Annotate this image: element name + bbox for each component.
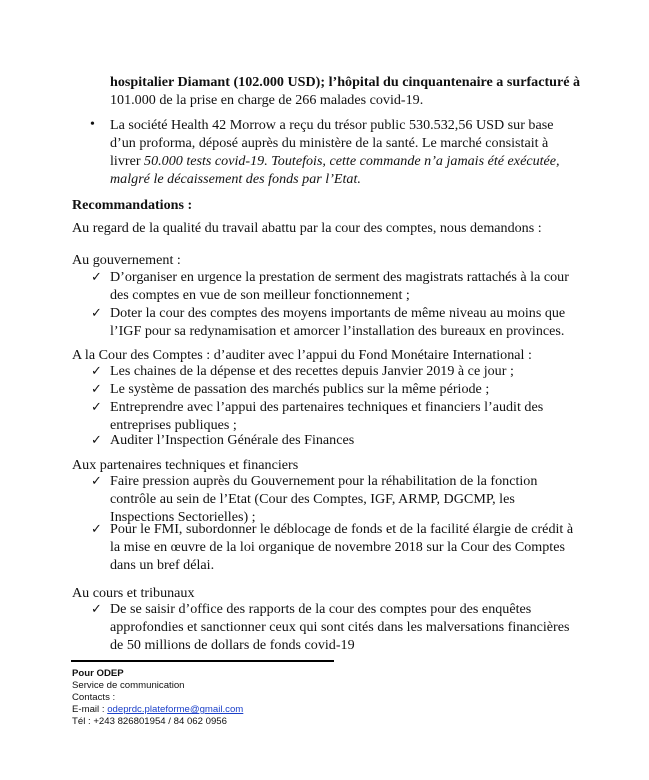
check-icon: ✓ [91,269,102,284]
section-heading-courts-tribunals: Au cours et tribunaux [72,585,195,601]
list-item: D’organiser en urgence la prestation de serment des magistrats rattachés à la cour des comptes en vue de son meilleur fonctionnement ; [110,269,569,303]
list-item: Pour le FMI, subordonner le déblocage de fonds et de la facilité élargie de crédit à la mise en œuvre de la loi organique de novembre 2018 sur la Cour des Comptes dans un bref délai. [110,521,574,573]
paragraph-line [110,91,584,109]
section-heading-recommendations: Recommandations : [72,197,193,213]
text-line: d’un proforma, déposé auprès du ministère de la santé. Le marché consistait à [110,135,549,151]
footer-email-line [72,704,243,716]
list-item: Faire pression auprès du Gouvernement pour la réhabilitation de la fonction contrôle au sein de l’Etat (Cour des Comptes, IGF, ARMP, DGCMP, les Inspections Sectorielles) ; [110,473,538,525]
list-item: De se saisir d’office des rapports de la cour des comptes pour des enquêtes approfondies et sanctionner ceux qui sont cités dans les malversations financières de 50 millions de dollars de fonds covid-19 [110,601,570,653]
check-icon: ✓ [91,473,102,488]
list-item: Auditer l’Inspection Générale des Finances [110,432,355,448]
text-line: malgré le décaissement des fonds par l’Etat. [110,171,361,187]
check-icon: ✓ [91,305,102,320]
bullet-icon: • [90,117,95,132]
footer-divider [71,660,334,662]
email-label: E-mail : [72,704,108,715]
check-icon: ✓ [91,601,102,616]
check-icon: ✓ [91,399,102,414]
section-heading-court: A la Cour des Comptes : d’auditer avec l’appui du Fond Monétaire International : [72,347,532,363]
check-icon: ✓ [91,521,102,536]
text-line: hospitalier Diamant (102.000 USD); l’hôpital du cinquantenaire a surfacturé à [110,74,581,90]
paragraph-line [110,116,584,134]
paragraph-line [110,152,584,170]
list-item: Le système de passation des marchés publics sur la même période ; [110,381,490,397]
check-icon: ✓ [91,363,102,378]
text-line: La société Health 42 Morrow a reçu du trésor public 530.532,56 USD sur base [110,117,554,133]
email-link[interactable]: odeprdc.plateforme@gmail.com [107,704,244,715]
list-item: Les chaines de la dépense et des recettes depuis Janvier 2019 à ce jour ; [110,363,514,379]
footer-org: Pour ODEP [72,668,124,679]
footer-contacts-label: Contacts : [72,692,116,703]
list-item: Entreprendre avec l’appui des partenaires techniques et financiers l’audit des entreprises publiques ; [110,399,544,433]
section-heading-partners: Aux partenaires techniques et financiers [72,457,299,473]
check-icon: ✓ [91,381,102,396]
text-line: livrer [110,153,145,169]
footer-service: Service de communication [72,680,185,691]
paragraph-line [110,134,584,152]
intro-text: Au regard de la qualité du travail abattu par la cour des comptes, nous demandons : [72,220,542,236]
check-icon: ✓ [91,432,102,447]
italic-text: 50.000 tests covid-19. Toutefois, cette commande n’a jamais été exécutée, [144,153,560,169]
footer-phone: Tél : +243 826801954 / 84 062 0956 [72,716,227,727]
paragraph-line [110,73,584,91]
section-heading-government: Au gouvernement : [72,252,181,268]
paragraph-line [110,170,584,188]
text-line: 101.000 de la prise en charge de 266 malades covid-19. [110,92,424,108]
list-item: Doter la cour des comptes des moyens importants de même niveau au moins que l’IGF pour sa redynamisation et amorcer l’installation des bureaux en provinces. [110,305,566,339]
